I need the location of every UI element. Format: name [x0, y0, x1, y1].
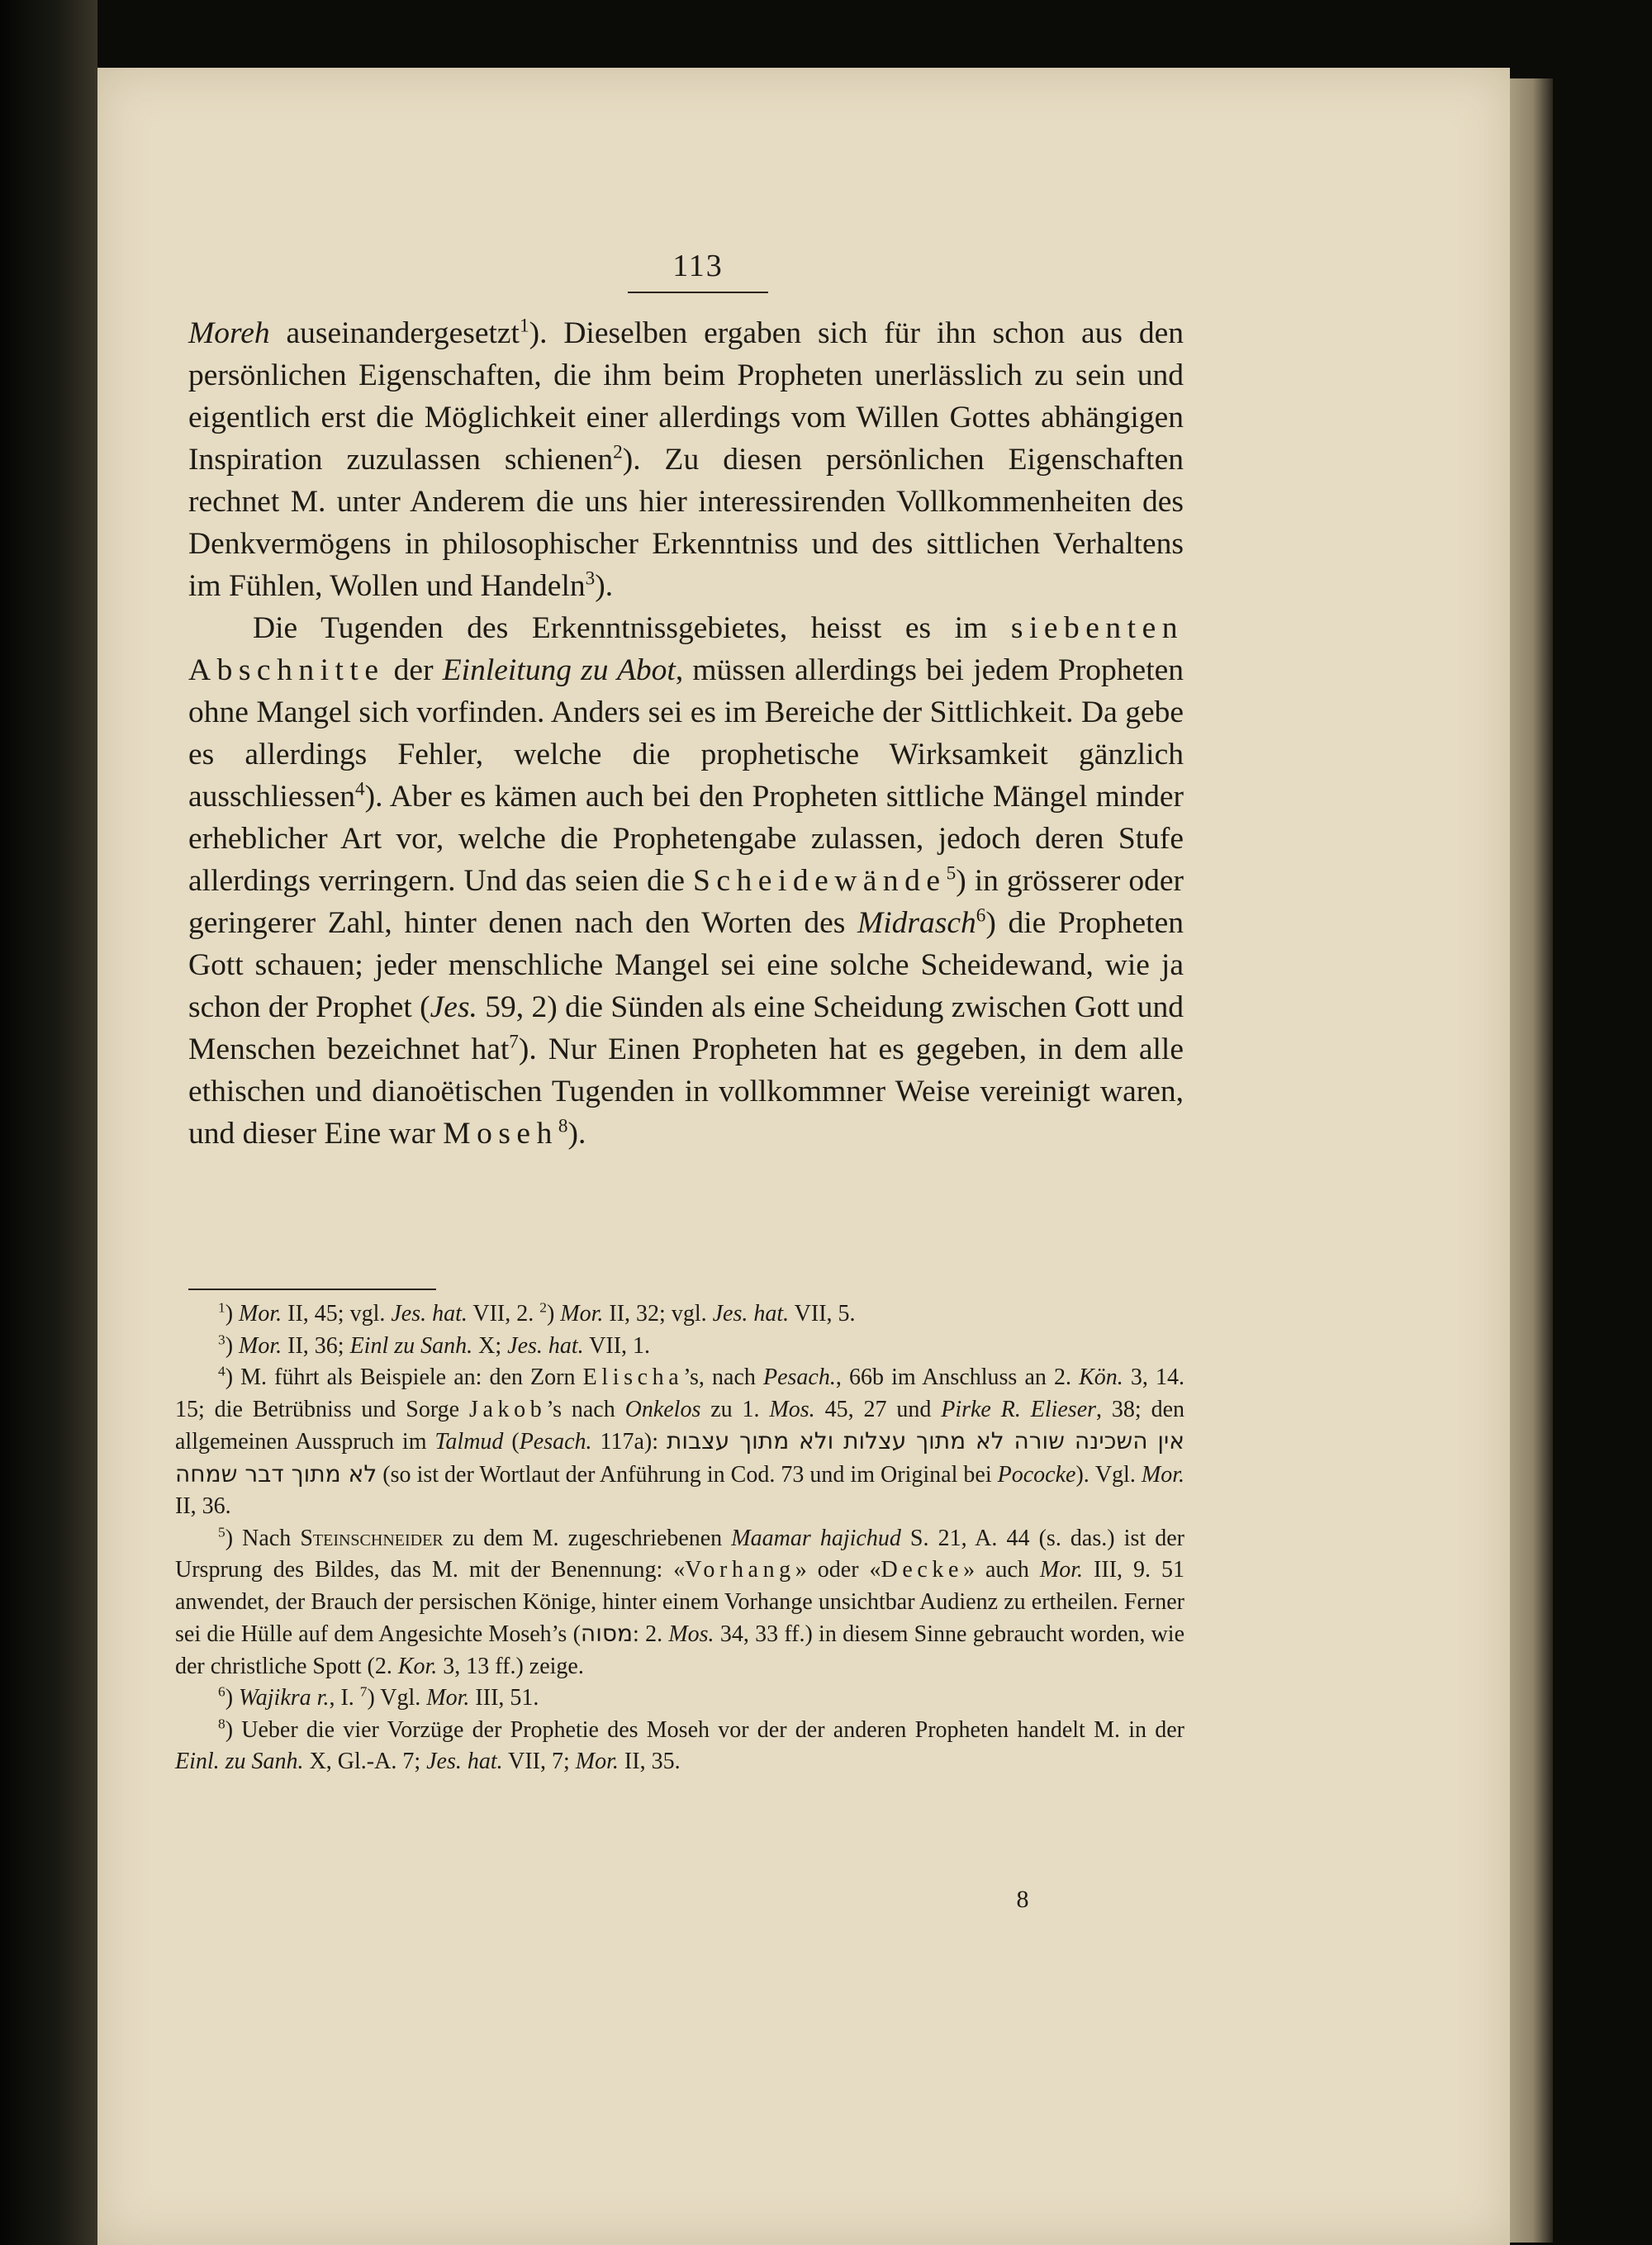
italic-text: Jes. hat. [712, 1301, 790, 1327]
paragraph-2 [188, 607, 1184, 1155]
footnote-8 [175, 1715, 1184, 1778]
text-run: ) in grösserer oder geringerer Zahl, hinter denen nach den Worten des [188, 864, 1184, 940]
italic-text: Jes. hat. [391, 1301, 468, 1327]
text-run: ). Vgl. [1075, 1461, 1142, 1488]
text-run: ) [225, 1332, 240, 1359]
text-run: ) [225, 1685, 240, 1711]
text-run: ( [503, 1429, 520, 1455]
italic-text: Mor. [239, 1332, 282, 1359]
text-run: X; [472, 1332, 508, 1359]
italic-text: Wajikra r. [239, 1685, 330, 1711]
text-run: 59, 2) die Sünden als eine Scheidung zwischen Gott und Menschen bezeichnet hat [188, 990, 1184, 1066]
italic-text: Mor. [426, 1685, 470, 1711]
footnote-ref: 7 [359, 1683, 368, 1700]
footnote-ref: 7 [509, 1031, 519, 1053]
italic-text: Maamar hajichud [731, 1525, 901, 1551]
text-run: ) Nach [225, 1525, 301, 1551]
spaced-text: Moseh [443, 1117, 558, 1151]
text-run: » auch [963, 1557, 1040, 1583]
footnote-5 [175, 1523, 1184, 1683]
spaced-text: siebenten Abschnitte [188, 611, 1184, 687]
text-run: VII, 2. [467, 1301, 540, 1327]
italic-text: Mor. [560, 1301, 604, 1327]
hebrew-text: מסוה [580, 1620, 634, 1647]
italic-text: Mos. [668, 1621, 714, 1647]
text-run: 3, 14. 15; die Betrübniss und Sorge [175, 1365, 1185, 1422]
text-run: ’s, nach [683, 1365, 763, 1390]
text-run: VII, 5. [789, 1301, 856, 1327]
footnote-ref: 1 [519, 315, 529, 337]
footnote-6-7 [175, 1683, 1184, 1715]
italic-text: Pesach. [763, 1365, 836, 1390]
text-run: ). Nur Einen Propheten hat es gegeben, in dem alle ethischen und dianoëtischen Tugenden in vollkommner Weise vereinigt waren, und dieser Eine war [188, 1032, 1184, 1151]
hebrew-text: אין השכינה שורה לא מתוך עצלות ולא מתוך עצבות לא מתוך דבר שמחה [175, 1427, 1185, 1488]
footnote-ref: 2 [613, 441, 623, 463]
italic-text: Midrasch [857, 906, 976, 940]
footnote-ref: 6 [976, 904, 986, 927]
spaced-text: Scheidewände [693, 864, 947, 898]
footnote-3 [175, 1331, 1184, 1363]
italic-text: Mor. [239, 1301, 282, 1327]
footnote-ref: 8 [218, 1716, 225, 1732]
text-run: III, 51. [469, 1685, 539, 1711]
text-run: zu dem M. zugeschriebenen [443, 1525, 732, 1551]
text-run: ). [595, 569, 614, 603]
text-run: 3, 13 ff.) zeige. [437, 1653, 584, 1679]
text-run: ) [546, 1301, 561, 1327]
text-run: II, 36; [282, 1332, 350, 1359]
text-run: 45, 27 und [814, 1396, 942, 1422]
text-run: » oder « [795, 1557, 881, 1583]
text-run: II, 45; vgl. [282, 1301, 392, 1327]
footnote-1-2 [175, 1298, 1184, 1331]
text-run: Die Tugenden des Erkenntnissgebietes, heisst es im [253, 611, 1011, 645]
text-run: , I. [329, 1685, 360, 1711]
italic-text: Talmud [434, 1429, 504, 1455]
text-run: (so ist der Wortlaut der Anführung in Cod. 73 und im Original bei [377, 1461, 998, 1488]
footnote-rule [188, 1289, 436, 1290]
footnote-ref: 4 [355, 778, 365, 800]
footnote-4 [175, 1362, 1184, 1523]
italic-text: Einleitung zu Abot [442, 653, 676, 687]
italic-text: Jes. hat. [507, 1332, 584, 1359]
italic-text: Kön. [1079, 1365, 1123, 1390]
footnote-ref: 2 [539, 1299, 547, 1316]
footnote-ref: 8 [558, 1115, 568, 1137]
italic-text: Kor. [397, 1653, 438, 1679]
text-run: ). Dieselben ergaben sich für ihn schon aus den persönlichen Eigenschaften, die ihm beim Propheten unerlässlich zu sein und eigentlich erst die Möglichkeit einer allerdings vom Willen Gottes abhängigen Inspiration zuzulassen schienen [188, 316, 1184, 477]
italic-text: Pococke [997, 1461, 1076, 1488]
text-run: zu 1. [700, 1396, 770, 1422]
text-run: ). Aber es kämen auch bei den Propheten sittliche Mängel minder erheblicher Art vor, welche die Prophetengabe zulassen, jedoch deren Stufe allerdings verringern. Und das seien die [188, 780, 1184, 898]
footnote-ref: 5 [218, 1524, 225, 1540]
text-run: ’s nach [546, 1396, 625, 1422]
italic-text: Einl. zu Sanh. [175, 1749, 304, 1774]
page-number: 113 [672, 249, 724, 283]
italic-text: Mos. [769, 1396, 815, 1422]
text-run: , 66b im Anschluss an 2. [835, 1365, 1080, 1390]
text-run: II, 32; vgl. [603, 1301, 713, 1327]
sheet-signature: 8 [1016, 1886, 1029, 1913]
text-run: II, 35. [618, 1749, 681, 1774]
footnote-ref: 3 [218, 1331, 225, 1348]
text-run: der [384, 653, 443, 687]
main-text [188, 312, 1184, 1155]
header-rule [628, 292, 768, 293]
italic-text: Mor. [575, 1749, 619, 1774]
footnote-ref: 4 [218, 1363, 225, 1379]
text-run: ) Vgl. [367, 1685, 427, 1711]
italic-text: Pirke R. Elieser [941, 1396, 1097, 1422]
italic-text: Jes. hat. [426, 1749, 503, 1774]
spaced-text: Elischa [582, 1365, 684, 1390]
text-run: : 2. [633, 1621, 669, 1647]
footnote-ref: 6 [218, 1683, 225, 1700]
book-spine-shadow [0, 0, 97, 2245]
spaced-text: Vorhang [685, 1557, 795, 1583]
italic-text: Jes. [430, 990, 477, 1024]
footnotes [175, 1298, 1184, 1778]
italic-text: Mor. [1141, 1461, 1184, 1488]
footnote-ref: 3 [585, 567, 596, 590]
text-run: X, Gl.-A. 7; [303, 1749, 427, 1774]
text-run: 34, 33 ff.) in diesem Sinne gebraucht worden, wie der christliche Spott (2. [175, 1621, 1184, 1679]
text-run: 117a): [591, 1429, 667, 1455]
text-run: ) M. führt als Beispiele an: den Zorn [225, 1365, 583, 1390]
footnote-ref: 5 [946, 862, 957, 885]
text-run: auseinandergesetzt [269, 316, 520, 350]
text-run: ) [225, 1301, 240, 1327]
text-run: , müssen allerdings bei jedem Propheten ohne Mangel sich vorfinden. Anders sei es im Bereiche der Sittlichkeit. Da gebe es allerdings Fehler, welche die prophetische Wirksamkeit gänzlich ausschliessen [188, 653, 1184, 814]
spaced-text: Jakob [468, 1396, 547, 1422]
text-run: VII, 7; [502, 1749, 576, 1774]
text-run: S. 21, A. 44 (s. das.) ist der Ursprung des Bildes, das M. mit der Benennung: « [175, 1525, 1184, 1583]
text-run: ). [567, 1117, 586, 1151]
text-run: , 38; den allgemeinen Ausspruch im [175, 1396, 1184, 1455]
italic-text: Moreh [188, 316, 270, 350]
text-run: III, 9. 51 anwendet, der Brauch der persischen Könige, hinter einem Vorhange unsichtbar Audienz zu ertheilen. Ferner sei die Hülle auf dem Angesichte Moseh’s ( [175, 1557, 1184, 1647]
text-run: ) die Propheten Gott schauen; jeder menschliche Mangel sei eine solche Scheidewand, wie ja schon der Prophet ( [188, 906, 1184, 1024]
italic-text: Pesach. [519, 1429, 592, 1455]
text-run: VII, 1. [583, 1332, 651, 1359]
text-run: II, 36. [175, 1493, 231, 1519]
text-run: ) Ueber die vier Vorzüge der Prophetie des Moseh vor der der anderen Propheten handelt M. in der [225, 1716, 1184, 1743]
italic-text: Einl zu Sanh. [349, 1332, 473, 1359]
spaced-text: Decke [881, 1557, 964, 1583]
italic-text: Mor. [1039, 1557, 1084, 1583]
paragraph-1 [188, 312, 1184, 607]
italic-text: Onkelos [624, 1396, 701, 1422]
small-caps-name: Steinschneider [300, 1525, 444, 1551]
footnote-ref: 1 [218, 1299, 225, 1316]
text-run: ). Zu diesen persönlichen Eigenschaften rechnet M. unter Anderem die uns hier interessirenden Vollkommenheiten des Denkvermögens in philosophischer Erkenntniss und des sittlichen Verhaltens im Fühlen, Wollen und Handeln [188, 443, 1184, 603]
